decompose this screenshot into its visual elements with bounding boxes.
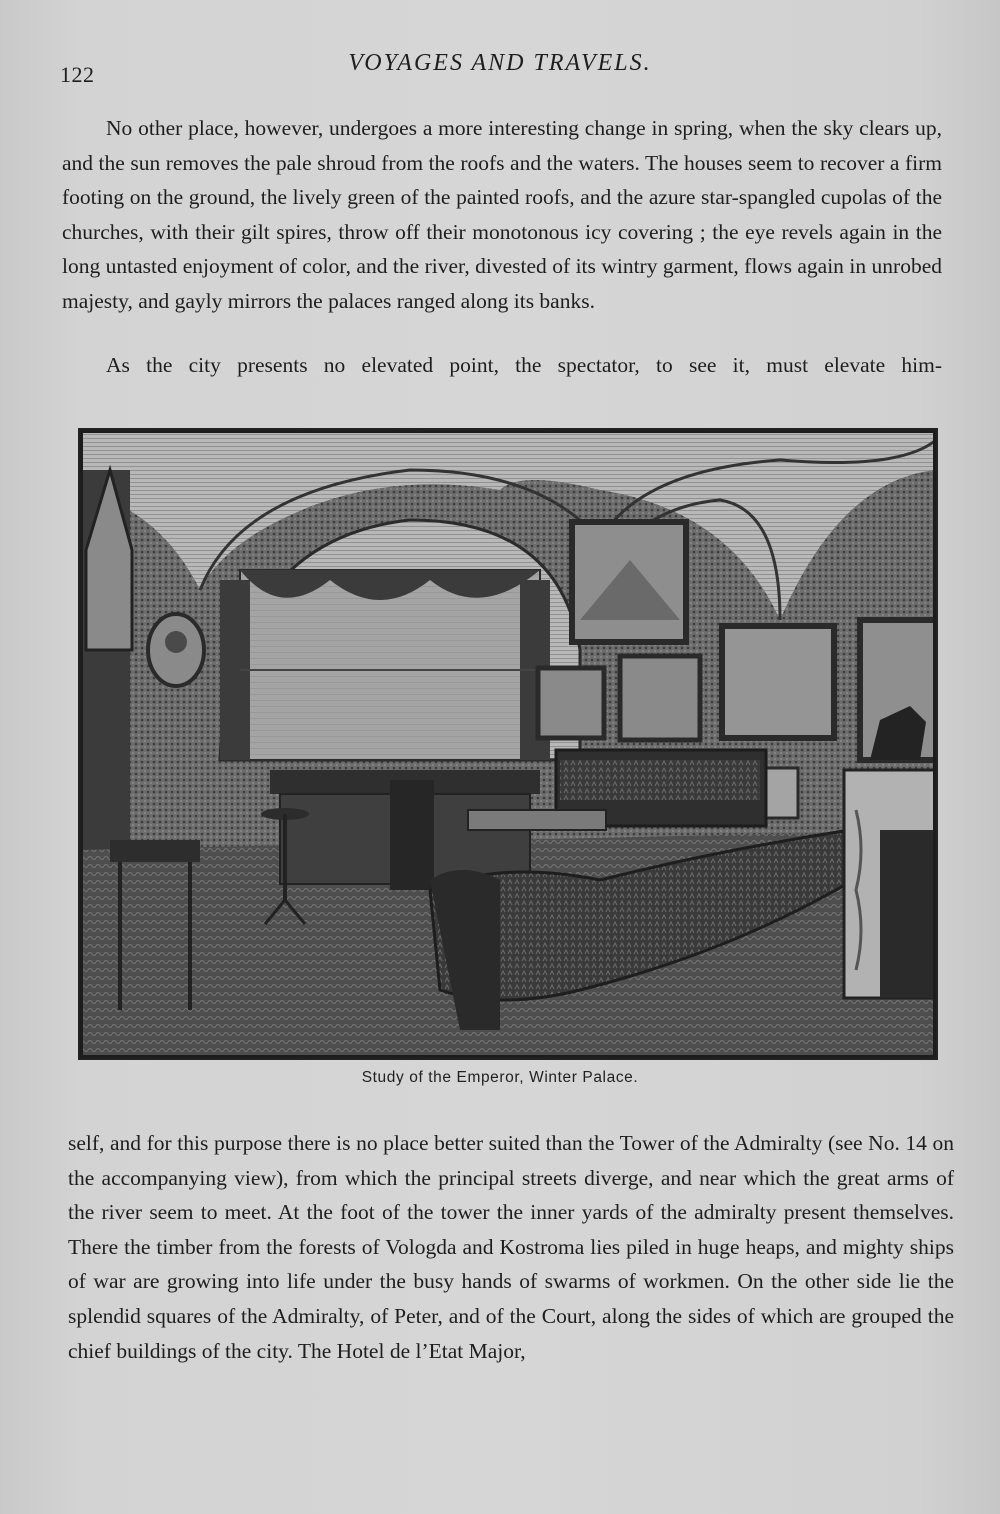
figure-caption: Study of the Emperor, Winter Palace. <box>361 1069 639 1086</box>
engraving-illustration <box>78 428 938 1060</box>
running-title: VOYAGES AND TRAVELS. <box>348 50 652 76</box>
page-number: 122 <box>60 62 95 87</box>
body-paragraph: As the city presents no elevated point, the spectator, to see it, must elevate him- <box>106 353 942 377</box>
body-paragraph: No other place, however, undergoes a more interesting change in spring, when the sky clears up, and the sun removes the pale shroud from the roofs and the waters. The houses seem to recover a firm footing on the ground, the lively green of the painted roofs, and the azure star-spangled cupolas of the churches, with their gilt spires, throw off their monotonous icy covering ; the eye revels again in the long untasted enjoyment of color, and the river, divested of its wintry garment, flows again in unrobed majesty, and gayly mirrors the palaces ranged along its banks. <box>62 116 942 313</box>
body-paragraph: self, and for this purpose there is no place better suited than the Tower of the Admiralty (see No. 14 on the accompanying view), from which the principal streets diverge, and near which the great arms of the river seem to meet. At the foot of the tower the inner yards of the admiralty present themselves. There the timber from the forests of Vologda and Kostroma lies piled in huge heaps, and mighty ships of war are growing into life under the busy hands of swarms of workmen. On the other side lie the splendid squares of the Admiralty, of Peter, and of the Court, along the sides of which are grouped the chief buildings of the city. The Hotel de l’Etat Major, <box>68 1131 954 1363</box>
